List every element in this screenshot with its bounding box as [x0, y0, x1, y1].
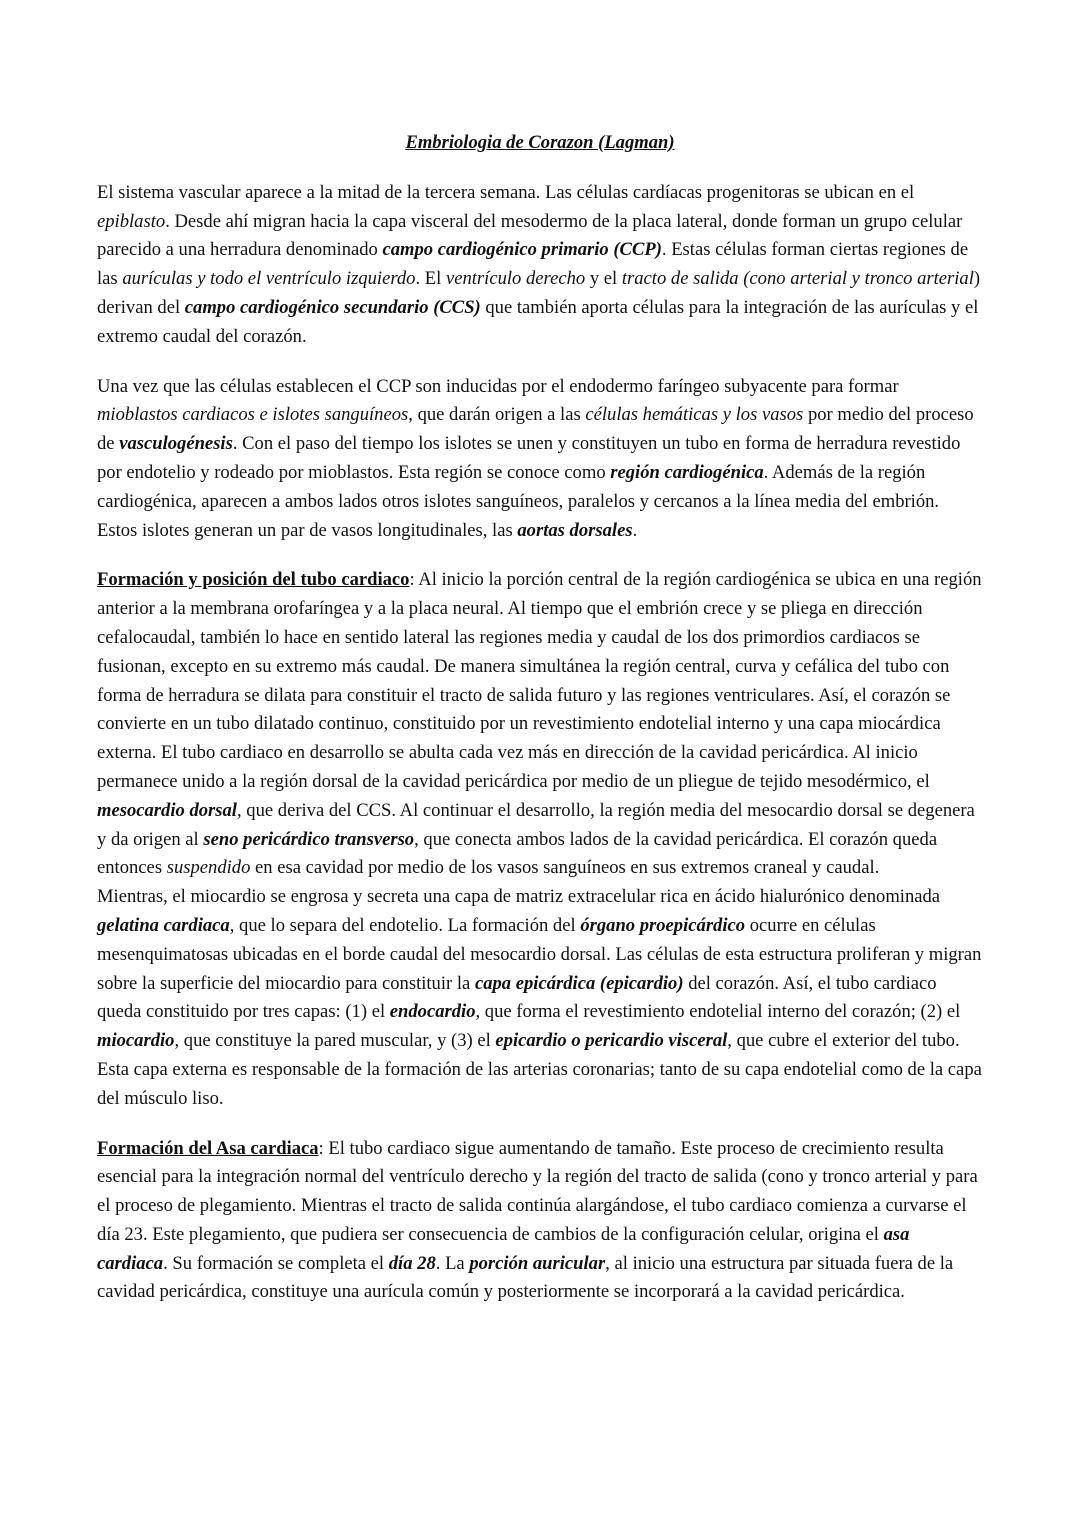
body-text: ) derivan del	[97, 268, 981, 318]
emphasis-text: porción auricular	[469, 1252, 606, 1274]
emphasis-text: día 28	[388, 1252, 436, 1274]
body-text: .	[632, 519, 638, 541]
emphasis-text: aortas dorsales	[517, 519, 633, 541]
paragraph-asa-cardiaca	[97, 1135, 983, 1308]
body-text: . Su formación se completa el	[163, 1252, 389, 1274]
body-text: del corazón. Así, el tubo cardiaco queda constituido por tres capas: (1) el	[97, 972, 937, 1023]
body-text: . Estas células forman ciertas regiones de las	[97, 239, 969, 290]
body-text: , que darán origen a las	[408, 404, 586, 426]
emphasis-text: campo cardiogénico secundario (CCS)	[184, 296, 481, 318]
body-text: . La	[435, 1252, 470, 1274]
emphasis-text: aurículas y todo el ventrículo izquierdo	[122, 268, 416, 290]
body-text: El sistema vascular aparece a la mitad de la tercera semana. Las células cardíacas progenitoras se ubican en el	[97, 181, 915, 203]
paragraph-tubo-cardiaco	[97, 566, 983, 883]
emphasis-text: capa epicárdica (epicardio)	[474, 972, 684, 994]
body-text: en esa cavidad por medio de los vasos sanguíneos en sus extremos craneal y caudal.	[250, 857, 880, 879]
emphasis-text: vasculogénesis	[119, 433, 233, 455]
body-text: y el	[585, 268, 622, 290]
emphasis-text: asa cardiaca	[97, 1223, 910, 1274]
body-text: Una vez que las células establecen el CCP son inducidas por el endodermo faríngeo subyacente para formar	[97, 375, 899, 397]
body-text: . Con el paso del tiempo los islotes se unen y constituyen un tubo en forma de herradura revestido por endotelio y rodeado por mioblastos. Esta región se conoce como	[97, 433, 961, 483]
emphasis-text: órgano proepicárdico	[580, 914, 746, 936]
emphasis-text: epicardio o pericardio visceral	[495, 1030, 728, 1052]
section-heading: Formación y posición del tubo cardiaco	[97, 569, 410, 591]
body-text: Mientras, el miocardio se engrosa y secreta una capa de matriz extracelular rica en ácido hialurónico denominada	[97, 886, 941, 908]
emphasis-text: endocardio	[389, 1001, 476, 1023]
emphasis-text: tracto de salida (cono arterial y tronco arterial	[621, 268, 974, 290]
body-text: : Al inicio la porción central de la región cardiogénica se ubica en una región anterior a la membrana orofaríngea y a la placa neural. Al tiempo que el embrión crece y se pliega en dirección cefalocaudal, también lo hace en sentido lateral las regiones media y caudal de los dos primordios cardiacos se fusionan, excepto en su extremo más caudal. De manera simultánea la región central, curva y cefálica del tubo con forma de herradura se dilata para constituir el tracto de salida futuro y las regiones ventriculares. Así, el corazón se convierte en un tubo dilatado continuo, constituido por un revestimiento endotelial interno y una capa miocárdica externa. El tubo cardiaco en desarrollo se abulta cada vez más en dirección de la cavidad pericárdica. Al inicio permanece unido a la región dorsal de la cavidad pericárdica por medio de un pliegue de tejido mesodérmico, el	[97, 569, 982, 792]
emphasis-text: ventrículo derecho	[445, 268, 586, 290]
body-text: , al inicio una estructura par situada fuera de la cavidad pericárdica, constituye una aurícula común y posteriormente se incorporará a la cavidad pericárdica.	[97, 1252, 954, 1303]
body-text: : El tubo cardiaco sigue aumentando de tamaño. Este proceso de crecimiento resulta esencial para la integración normal del ventrículo derecho y la región del tracto de salida (cono y tronco arterial y para el proceso de plegamiento. Mientras el tracto de salida continúa alargándose, el tubo cardiaco comienza a curvarse el día 23. Este plegamiento, que pudiera ser consecuencia de cambios de la configuración celular, origina el	[97, 1137, 978, 1245]
document-title: Embriologia de Corazon (Lagman)	[405, 132, 675, 153]
paragraph-ccp	[97, 373, 983, 546]
emphasis-text: miocardio	[97, 1030, 175, 1052]
body-text: . El	[415, 268, 446, 290]
document-page	[97, 129, 983, 1307]
body-text: ocurre en células mesenquimatosas ubicadas en el borde caudal del mesocardio dorsal. Las células de esta estructura proliferan y migran sobre la superficie del miocardio para constituir la	[97, 914, 982, 994]
emphasis-text: células hemáticas y los vasos	[585, 404, 804, 426]
paragraph-miocardio	[97, 883, 983, 1113]
body-text: , que lo separa del endotelio. La formación del	[229, 914, 581, 936]
emphasis-text: mesocardio dorsal	[97, 799, 237, 821]
body-text: que también aporta células para la integración de las aurículas y el extremo caudal del corazón.	[97, 296, 979, 347]
body-text: , que deriva del CCS. Al continuar el desarrollo, la región media del mesocardio dorsal se degenera y da origen al	[97, 799, 975, 850]
emphasis-text: epiblasto	[97, 210, 166, 232]
body-text: , que constituye la pared muscular, y (3) el	[174, 1030, 496, 1052]
body-text: . Además de la región cardiogénica, aparecen a ambos lados otros islotes sanguíneos, paralelos y cercanos a la línea media del embrión. Estos islotes generan un par de vasos longitudinales, las	[97, 461, 940, 541]
body-text: , que cubre el exterior del tubo. Esta capa externa es responsable de la formación de las arterias coronarias; tanto de su capa endotelial como de la capa del músculo liso.	[97, 1030, 982, 1109]
emphasis-text: gelatina cardiaca	[97, 914, 230, 936]
emphasis-text: campo cardiogénico primario (CCP)	[382, 239, 662, 261]
body-text: por medio del proceso de	[97, 404, 974, 455]
emphasis-text: región cardiogénica	[610, 461, 764, 483]
section-heading: Formación del Asa cardiaca	[97, 1137, 319, 1159]
body-text: , que conecta ambos lados de la cavidad pericárdica. El corazón queda entonces	[97, 828, 938, 879]
paragraph-intro	[97, 179, 983, 352]
body-text: , que forma el revestimiento endotelial interno del corazón; (2) el	[475, 1001, 961, 1023]
emphasis-text: seno pericárdico transverso	[203, 828, 415, 850]
emphasis-text: mioblastos cardiacos e islotes sanguíneos	[97, 404, 409, 426]
body-text: . Desde ahí migran hacia la capa visceral del mesodermo de la placa lateral, donde forman un grupo celular parecido a una herradura denominado	[97, 210, 963, 261]
emphasis-text: suspendido	[166, 857, 251, 879]
